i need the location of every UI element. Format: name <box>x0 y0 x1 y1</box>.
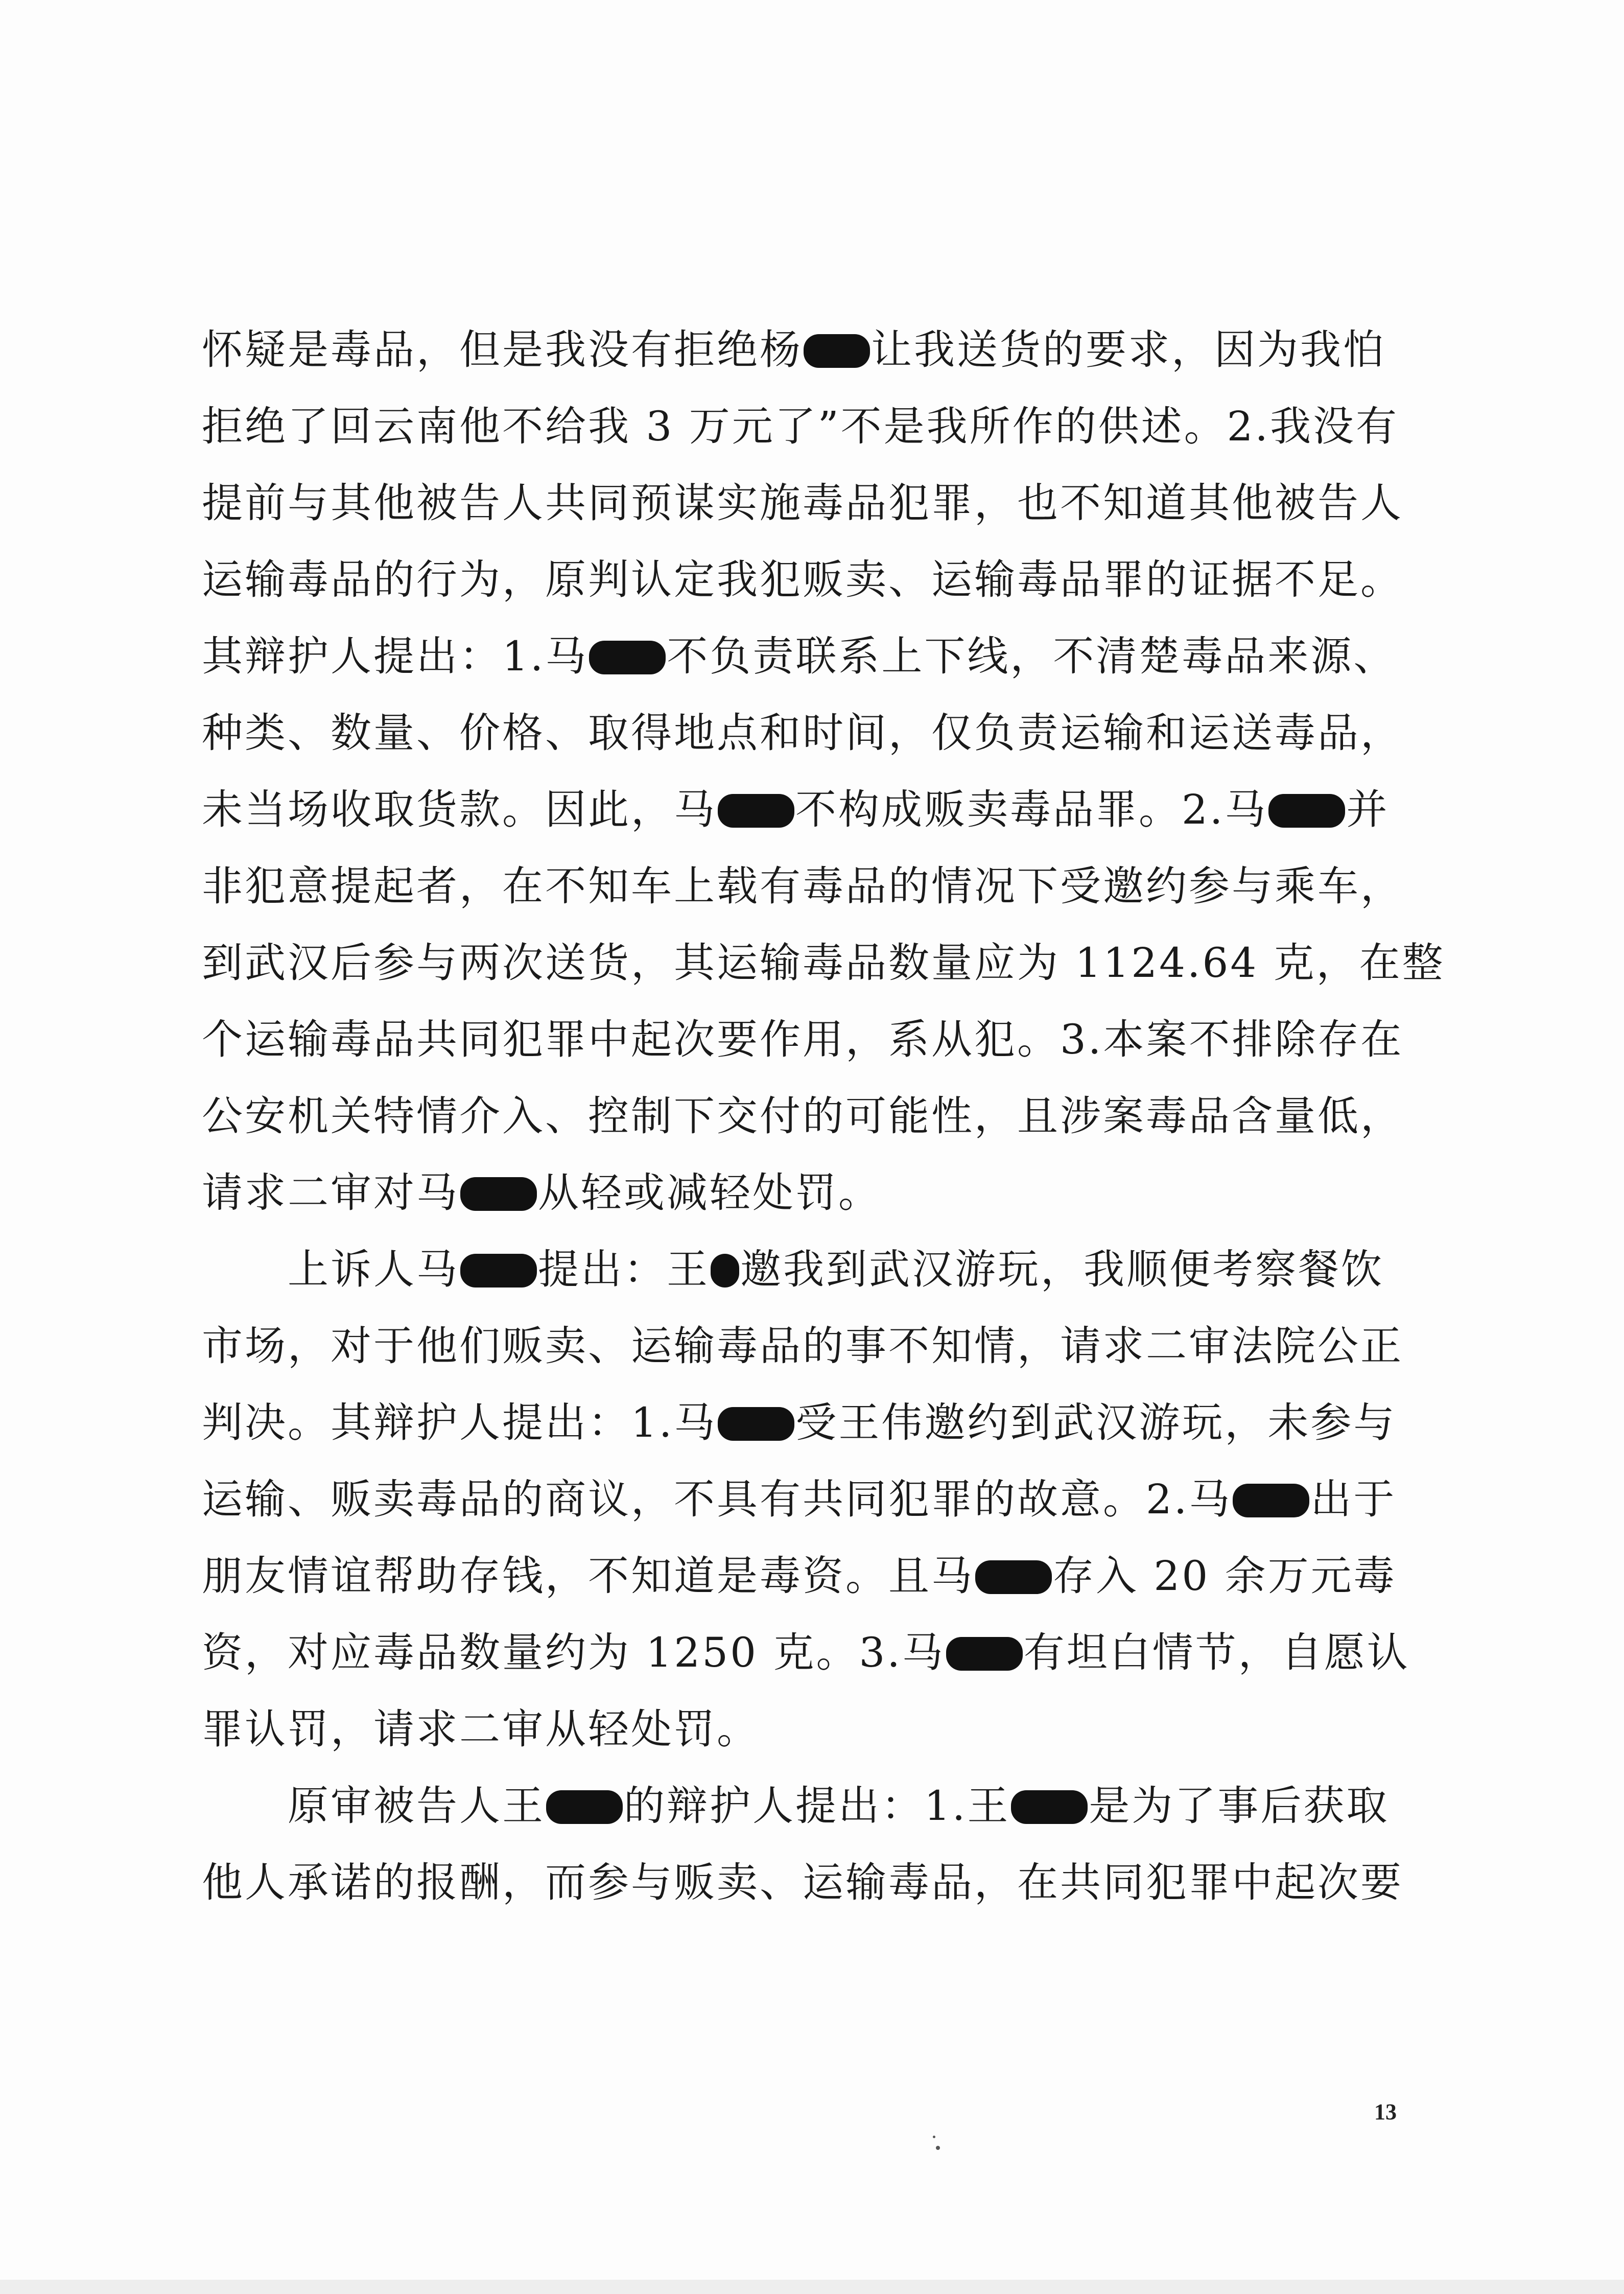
text-line <box>202 1155 1428 1231</box>
redaction-mark <box>1233 1484 1309 1517</box>
text-line <box>202 1461 1428 1538</box>
text-segment: 的辩护人提出：1.王 <box>624 1782 1010 1830</box>
text-segment: 判决。其辩护人提出：1.马 <box>202 1399 717 1446</box>
text-line <box>202 1614 1428 1691</box>
text-line <box>202 695 1428 771</box>
text-segment: 提出：王 <box>538 1246 710 1293</box>
redaction-mark <box>946 1637 1023 1671</box>
text-segment: 原审被告人王 <box>202 1782 545 1830</box>
text-segment: 是为了事后获取 <box>1089 1782 1390 1830</box>
text-segment: 运输、贩卖毒品的商议，不具有共同犯罪的故意。2.马 <box>202 1476 1232 1523</box>
text-line <box>202 1001 1428 1078</box>
text-segment: 受王伟邀约到武汉游玩，未参与 <box>795 1399 1397 1446</box>
text-line <box>202 388 1428 465</box>
text-segment: 提前与其他被告人共同预谋实施毒品犯罪，也不知道其他被告人 <box>202 479 1403 527</box>
text-segment: 资，对应毒品数量约为 1250 克。3.马 <box>202 1629 945 1676</box>
text-segment: 邀我到武汉游玩，我顺便考察餐饮 <box>740 1246 1384 1293</box>
scan-speck <box>933 2136 935 2138</box>
text-segment: 种类、数量、价格、取得地点和时间，仅负责运输和运送毒品， <box>202 709 1403 757</box>
text-segment: 其辩护人提出：1.马 <box>202 633 589 680</box>
text-line <box>202 1768 1428 1844</box>
text-line <box>202 465 1428 542</box>
text-segment: 怀疑是毒品，但是我没有拒绝杨 <box>202 326 803 373</box>
redaction-mark <box>718 1407 794 1441</box>
text-line <box>202 1231 1428 1308</box>
redaction-mark <box>589 641 666 674</box>
text-segment: 上诉人马 <box>202 1246 459 1293</box>
redaction-mark <box>718 794 794 828</box>
text-segment: 未当场收取货款。因此，马 <box>202 786 717 833</box>
text-segment: 个运输毒品共同犯罪中起次要作用，系从犯。3.本案不排除存在 <box>202 1016 1404 1063</box>
text-segment: 到武汉后参与两次送货，其运输毒品数量应为 1124.64 克，在整 <box>202 939 1445 987</box>
text-segment: 公安机关特情介入、控制下交付的可能性，且涉案毒品含量低， <box>202 1092 1403 1140</box>
text-line <box>202 542 1428 618</box>
text-segment: 有坦白情节，自愿认 <box>1023 1629 1410 1676</box>
text-line <box>202 848 1428 925</box>
text-line <box>202 1844 1428 1921</box>
text-segment: 罪认罚，请求二审从轻处罚。 <box>202 1705 760 1753</box>
scan-bottom-edge <box>0 2280 1624 2294</box>
text-line <box>202 771 1428 848</box>
text-segment: 不构成贩卖毒品罪。2.马 <box>795 786 1268 833</box>
redaction-mark <box>975 1560 1052 1594</box>
text-segment: 非犯意提起者，在不知车上载有毒品的情况下受邀约参与乘车， <box>202 862 1403 910</box>
scan-speck <box>936 2146 940 2150</box>
redaction-mark <box>804 334 870 368</box>
page-number: 13 <box>1374 2099 1397 2124</box>
text-line <box>202 1385 1428 1461</box>
redaction-mark <box>460 1177 537 1211</box>
redaction-mark <box>711 1254 739 1288</box>
redaction-mark <box>1011 1790 1088 1824</box>
text-line <box>202 618 1428 695</box>
text-segment: 朋友情谊帮助存钱，不知道是毒资。且马 <box>202 1552 974 1600</box>
text-line <box>202 1691 1428 1768</box>
text-segment: 让我送货的要求，因为我怕 <box>871 326 1386 373</box>
text-line <box>202 925 1445 1001</box>
text-segment: 请求二审对马 <box>202 1169 459 1216</box>
text-segment: 从轻或减轻处罚。 <box>538 1169 881 1216</box>
text-line <box>202 1308 1428 1385</box>
text-line <box>202 312 1428 388</box>
text-segment: 市场，对于他们贩卖、运输毒品的事不知情，请求二审法院公正 <box>202 1322 1403 1370</box>
text-segment: 出于 <box>1310 1476 1397 1523</box>
document-body <box>202 312 1445 1921</box>
text-segment: 存入 20 余万元毒 <box>1053 1552 1397 1600</box>
text-segment: 不负责联系上下线，不清楚毒品来源、 <box>667 633 1397 680</box>
text-line <box>202 1538 1428 1614</box>
text-line <box>202 1078 1428 1155</box>
redaction-mark <box>460 1254 537 1288</box>
text-segment: 他人承诺的报酬，而参与贩卖、运输毒品，在共同犯罪中起次要 <box>202 1859 1403 1906</box>
redaction-mark <box>1268 794 1345 828</box>
text-segment: 并 <box>1346 786 1390 833</box>
text-segment: 运输毒品的行为，原判认定我犯贩卖、运输毒品罪的证据不足。 <box>202 556 1403 603</box>
redaction-mark <box>546 1790 623 1824</box>
text-segment: 拒绝了回云南他不给我 3 万元了”不是我所作的供述。2.我没有 <box>202 403 1399 450</box>
